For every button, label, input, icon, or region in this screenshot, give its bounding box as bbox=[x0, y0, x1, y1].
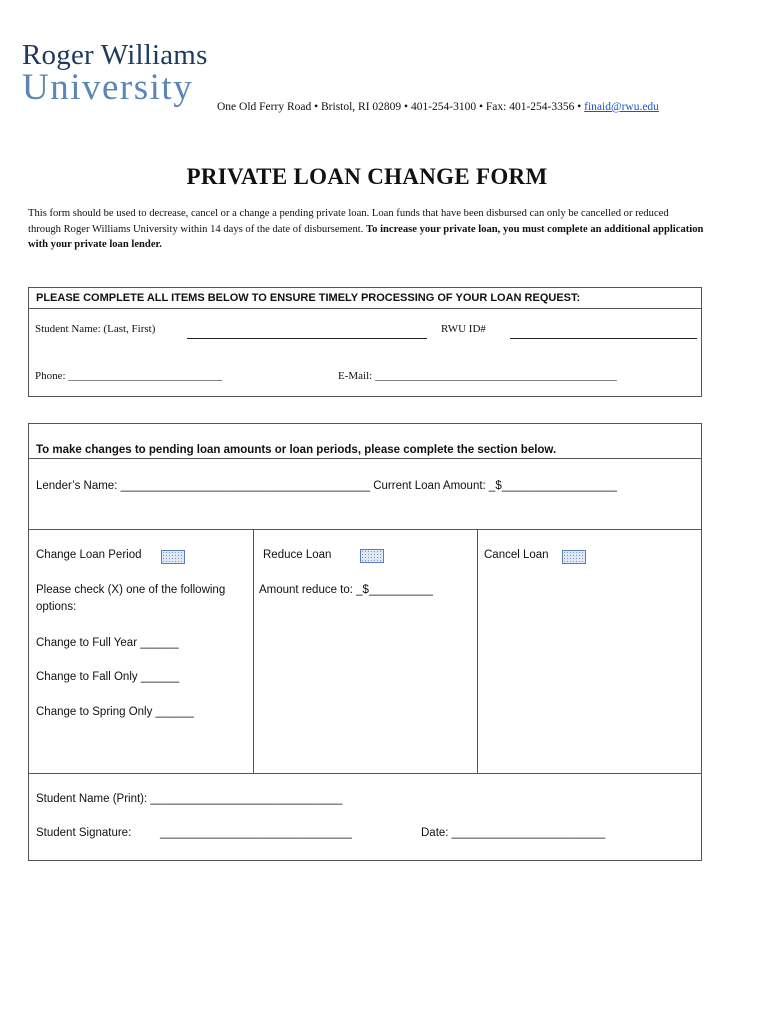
column-divider bbox=[477, 529, 478, 773]
divider bbox=[29, 529, 701, 530]
divider bbox=[29, 458, 701, 459]
address-line bbox=[217, 101, 659, 113]
student-name-print-field[interactable]: Student Name (Print): ______________________________ bbox=[36, 793, 343, 805]
intro-text: This form should be used to decrease, cancel or a change a pending private loan. Loan funds that have been disbursed can only be cancelled or reduced through Roger Williams University within 14 days of the date of disbursement. bbox=[28, 208, 669, 235]
date-field[interactable]: Date: ________________________ bbox=[421, 827, 606, 839]
spring-only-option[interactable]: Change to Spring Only ______ bbox=[36, 706, 194, 718]
student-signature-label: Student Signature: bbox=[36, 827, 132, 839]
loan-change-section bbox=[28, 423, 702, 861]
rwu-id-label: RWU ID# bbox=[441, 323, 486, 335]
reduce-loan-label: Reduce Loan bbox=[263, 549, 332, 561]
logo-line-1: Roger Williams bbox=[22, 39, 208, 71]
email-field[interactable]: E-Mail: ____________________________________________ bbox=[338, 370, 617, 382]
student-info-heading: PLEASE COMPLETE ALL ITEMS BELOW TO ENSURE TIMELY PROCESSING OF YOUR LOAN REQUEST: bbox=[29, 288, 701, 309]
logo-line-2: University bbox=[22, 67, 194, 108]
intro-bold-text: To increase your private loan, you must complete an additional application with your private loan lender. bbox=[28, 223, 704, 250]
page-title: PRIVATE LOAN CHANGE FORM bbox=[186, 164, 548, 189]
check-instruction: Please check (X) one of the following bbox=[36, 584, 226, 596]
address-text: One Old Ferry Road • Bristol, RI 02809 • 401-254-3100 • Fax: 401-254-3356 • bbox=[217, 101, 585, 113]
cancel-loan-checkbox[interactable] bbox=[562, 550, 586, 564]
column-divider bbox=[253, 529, 254, 773]
amount-reduce-field[interactable]: Amount reduce to: _$__________ bbox=[259, 584, 433, 596]
reduce-loan-checkbox[interactable] bbox=[360, 549, 384, 563]
check-instruction-cont: options: bbox=[36, 601, 77, 613]
phone-field[interactable]: Phone: ____________________________ bbox=[35, 370, 223, 382]
email-link[interactable]: finaid@rwu.edu bbox=[584, 101, 659, 113]
intro-paragraph bbox=[28, 206, 704, 253]
change-loan-period-checkbox[interactable] bbox=[161, 550, 185, 564]
rwu-id-field[interactable] bbox=[510, 338, 697, 339]
full-year-option[interactable]: Change to Full Year ______ bbox=[36, 637, 179, 649]
student-name-field[interactable] bbox=[187, 338, 427, 339]
university-logo bbox=[22, 40, 222, 106]
fall-only-option[interactable]: Change to Fall Only ______ bbox=[36, 671, 180, 683]
divider bbox=[29, 773, 701, 774]
cancel-loan-label: Cancel Loan bbox=[484, 549, 549, 561]
loan-change-heading: To make changes to pending loan amounts or loan periods, please complete the section below. bbox=[36, 444, 557, 456]
change-loan-period-label: Change Loan Period bbox=[36, 549, 142, 561]
student-info-section bbox=[28, 287, 702, 397]
student-signature-field[interactable]: ______________________________ bbox=[160, 827, 352, 839]
lender-and-amount-fields[interactable]: Lender’s Name: _______________________________________ Current Loan Amount: _$__________________ bbox=[36, 480, 617, 492]
student-name-label: Student Name: (Last, First) bbox=[35, 323, 156, 335]
